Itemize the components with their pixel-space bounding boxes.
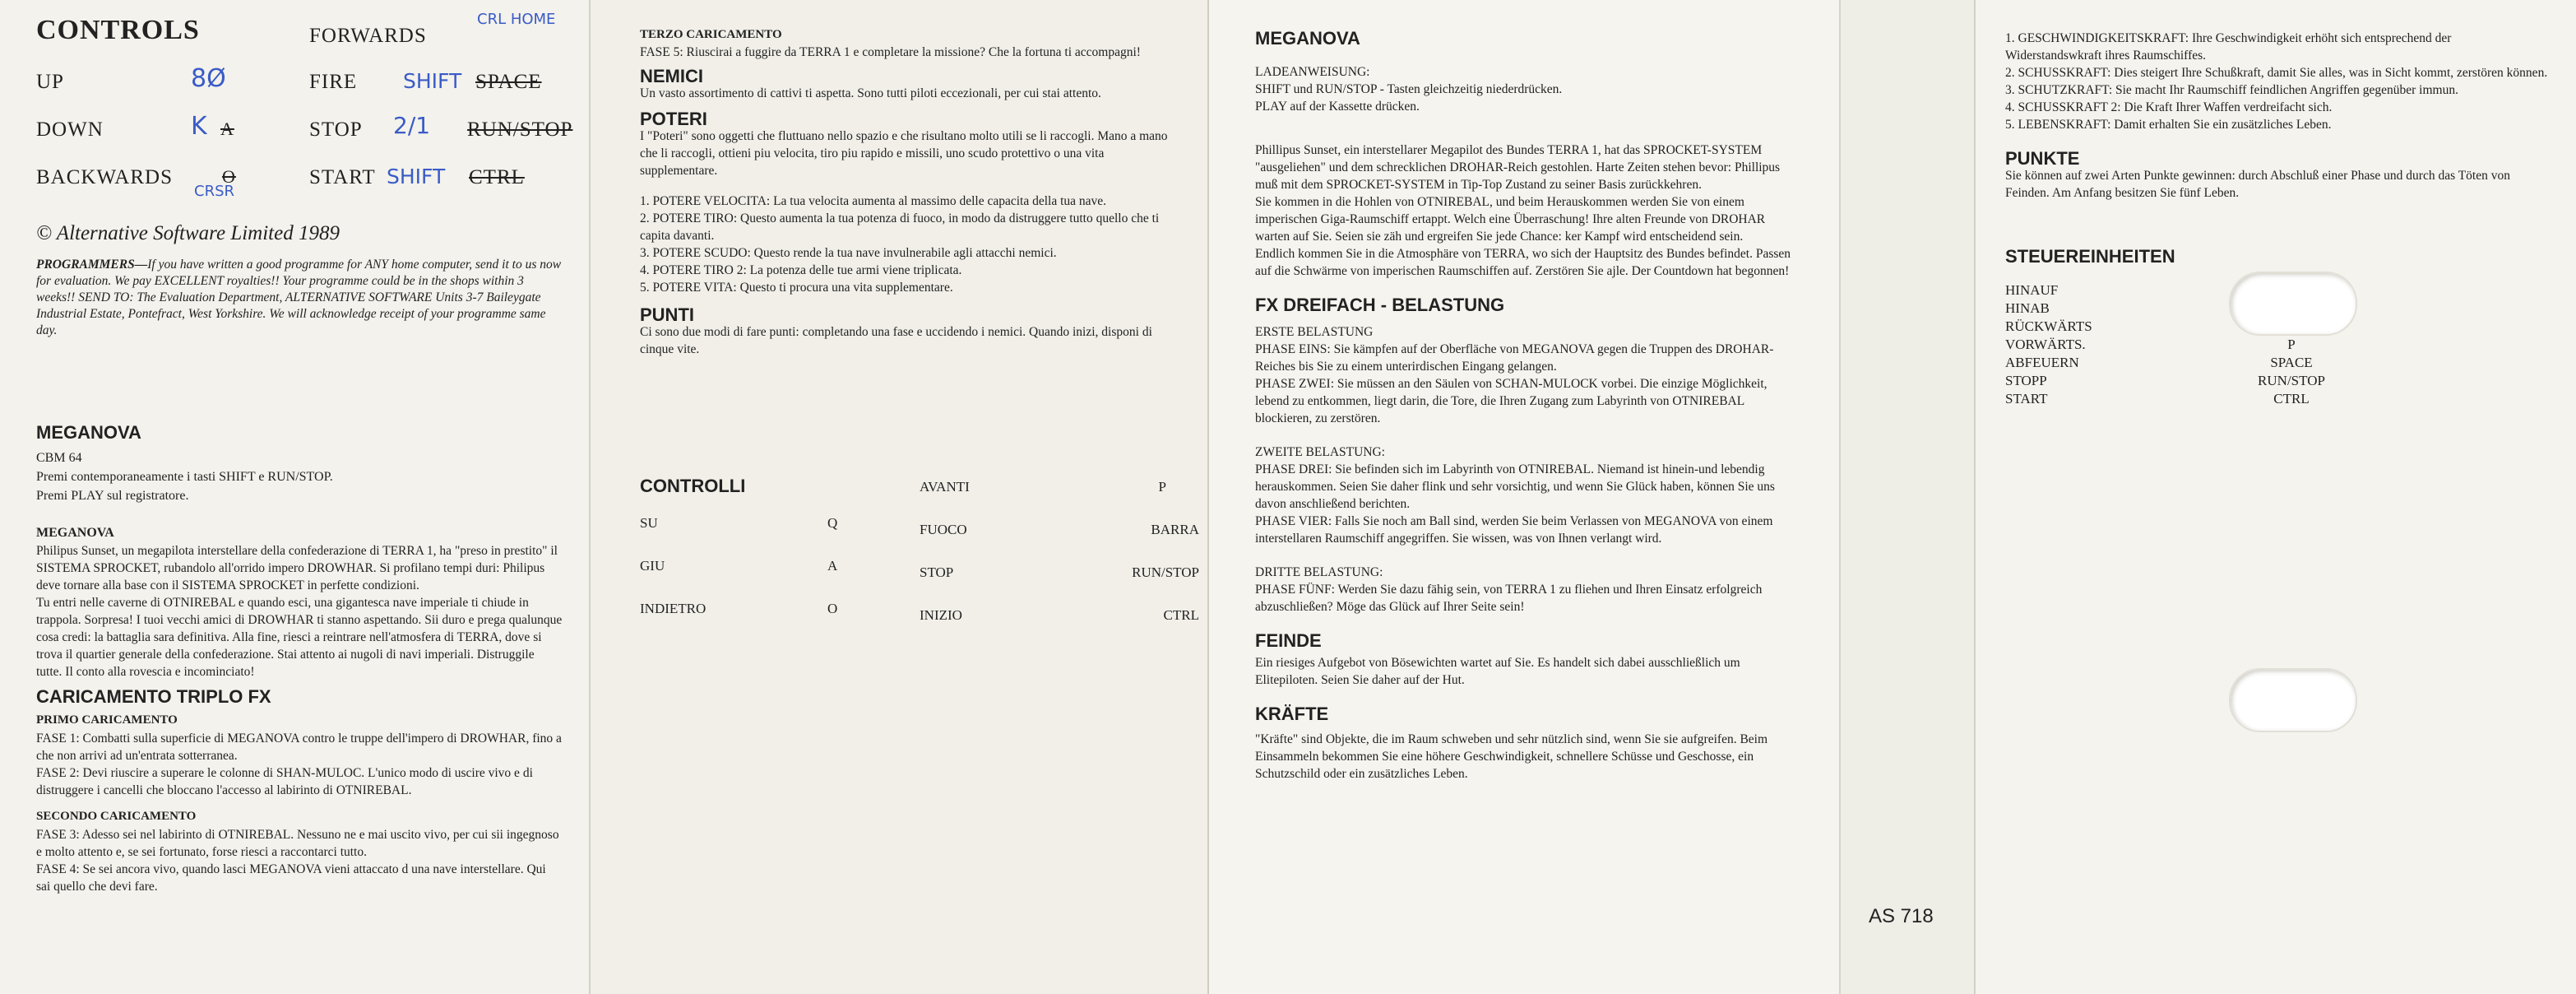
steuer-row — [2005, 390, 2548, 408]
steuer-key: SPACE — [2270, 355, 2313, 370]
italian-poteri-item-4: 4. POTERE TIRO 2: La potenza delle tue armi viene triplicata. — [640, 263, 962, 277]
struck-backwards-key: O — [222, 166, 236, 187]
german-lade-1: SHIFT und RUN/STOP - Tasten gleichzeitig niederdrücken. — [1255, 82, 1563, 96]
steuer-row — [2005, 372, 2548, 390]
steuer-row — [2005, 336, 2548, 354]
italian-poteri-title: POTERI — [640, 109, 707, 129]
italian-title: MEGANOVA — [36, 422, 141, 443]
italian-story: Philipus Sunset, un megapilota interstellare della confederazione di TERRA 1, ha "preso in prestito" il SISTEMA SPROCKET, rubandolo all'orrido impero DROWHAR. Si profilano tempi duri: Philipus deve tornare alla base con il SISTEMA SPROCKET in perfette condizioni. — [36, 544, 558, 592]
german-zweite-title: ZWEITE BELASTUNG: — [1255, 445, 1385, 459]
german-zweite: PHASE DREI: Sie befinden sich im Labyrinth von OTNIREBAL. Niemand ist hinein-und lebendig herauskommen. Seien Sie daher flink und sehr vorsichtig, und wenn Sie Glück haben, können Sie uns davon anschließend berichten. — [1255, 462, 1775, 511]
controlli-label-avanti: AVANTI — [920, 479, 970, 495]
steuer-key: RUN/STOP — [2258, 373, 2325, 388]
struck-start-key: CTRL — [469, 166, 525, 188]
control-backwards-label: BACKWARDS — [36, 166, 173, 188]
italian-story-title: MEGANOVA — [36, 526, 114, 540]
handwritten-down-key: K — [191, 112, 207, 141]
cassette-notch-bottom — [2229, 668, 2357, 732]
italian-punti: Ci sono due modi di fare punti: completando una fase e uccidendo i nemici. Quando inizi, disponi di cinque vite. — [640, 325, 1152, 356]
steuer-row — [2005, 354, 2548, 372]
struck-fire-key: SPACE — [475, 71, 542, 93]
programmers-text: If you have written a good programme for ANY home computer, send it to us now for evaluation. We pay EXCELLENT royalties!! Your programme could be in the shops within 3 weeks!! SEND TO: The Evaluation Department, ALTERNATIVE SOFTWARE Units 3-7 Baileygate Industrial Estate, Pontefract, West Yorkshire. We will acknowledge receipt of your programme same day. — [36, 258, 562, 337]
controlli-label-stop: STOP — [920, 564, 954, 580]
steuer-label: STOPP — [2005, 373, 2047, 388]
controlli-key-stop: RUN/STOP — [1132, 564, 1199, 580]
german-kraefte-item-2: 2. SCHUSSKRAFT: Dies steigert Ihre Schußkraft, damit Sie alles, was in Sicht kommt, zerstören können. — [2005, 66, 2548, 80]
inlay-panel-german-2 — [1974, 0, 2576, 994]
german-erste-2: PHASE ZWEI: Sie müssen an den Säulen von SCHAN-MULOCK vorbei. Die einzige Möglichkeit, lebend zu entkommen, liegt darin, die Tore, die Ihren Zugang zum Labyrinth von OTNIREBAL blockieren, zu zerstören. — [1255, 377, 1768, 425]
german-kraefte: "Kräfte" sind Objekte, die im Raum schweben und sehr nützlich sind, wenn Sie sie aufgreifen. Beim Einsammeln bekommen Sie eine höhere Geschwindigkeit, schnellere Schüsse und Geschosse, ein Schutzschild oder ein zusätzliches Leben. — [1255, 732, 1768, 781]
italian-poteri-item-2: 2. POTERE TIRO: Questo aumenta la tua potenza di fuoco, in modo da distruggere tutto quello che ti capita davanti. — [640, 211, 1160, 243]
controls-title: CONTROLS — [36, 15, 200, 45]
cassette-notch-top — [2229, 272, 2357, 336]
steuer-key: CTRL — [2273, 391, 2310, 406]
controlli-label-inizio: INIZIO — [920, 607, 962, 623]
programmers-notice — [36, 257, 563, 339]
italian-nemici-title: NEMICI — [640, 66, 703, 86]
control-stop-label: STOP — [309, 118, 363, 141]
inlay-panel-german — [1207, 0, 1839, 994]
italian-poteri-item-3: 3. POTERE SCUDO: Questo rende la tua nave invulnerabile agli attacchi nemici. — [640, 246, 1057, 260]
italian-secondo: FASE 3: Adesso sei nel labirinto di OTNIREBAL. Nessuno ne e mai uscito vivo, per cui sii ingegnoso e molto attento e, se sei fortunato, forse riesci a raccontarci tutto. — [36, 828, 559, 859]
german-erste-title: ERSTE BELASTUNG — [1255, 325, 1374, 339]
spine-catalogue-code: AS 718 — [1869, 905, 1934, 927]
control-fire-label: FIRE — [309, 71, 358, 93]
inlay-spine — [1839, 0, 1974, 994]
italian-terzo: FASE 5: Riuscirai a fuggire da TERRA 1 e completare la missione? Che la fortuna ti accompagni! — [640, 45, 1141, 59]
german-steuer-title: STEUEREINHEITEN — [2005, 246, 2175, 267]
italian-poteri-item-5: 5. POTERE VITA: Questo ti procura una vita supplementare. — [640, 281, 953, 295]
italian-primo: FASE 1: Combatti sulla superficie di MEGANOVA contro le truppe dell'impero di DROWHAR, fino a che non arrivi ad un'entrata sotterranea. — [36, 732, 562, 763]
italian-load-2: Premi contemporaneamente i tasti SHIFT e RUN/STOP. — [36, 470, 333, 484]
italian-instructions — [36, 423, 563, 895]
controlli-key-avanti: P — [1158, 479, 1166, 495]
steuer-label: RÜCKWÄRTS — [2005, 318, 2092, 334]
german-title: MEGANOVA — [1255, 28, 1360, 49]
italian-terzo-title: TERZO CARICAMENTO — [640, 28, 782, 41]
italian-poteri: I "Poteri" sono oggetti che fluttuano nello spazio e che risultano molto utili se li raccogli. Mano a mano che li raccogli, ottieni piu velocita, tiro piu rapido e missili, uno scudo protettivo o una vita supplementare. — [640, 129, 1168, 178]
italian-secondo-2: FASE 4: Se sei ancora vivo, quando lasci MEGANOVA vieni attaccato d una nave interstellare. Qui sai quello che devi fare. — [36, 862, 546, 894]
controlli-key-fuoco: BARRA — [1151, 522, 1199, 537]
controlli-label-fuoco: FUOCO — [920, 522, 967, 537]
german-kraefte-item-3: 3. SCHUTZKRAFT: Sie macht Ihr Raumschiff feindlichen Angriffen gegenüber immun. — [2005, 83, 2458, 97]
italian-triplo-title: CARICAMENTO TRIPLO FX — [36, 686, 271, 707]
handwritten-fire-key: SHIFT — [403, 69, 462, 93]
german-feinde: Ein riesiges Aufgebot von Bösewichten wartet auf Sie. Es handelt sich dabei ausschließlich um Elitepiloten. Seien Sie daher auf der Hut. — [1255, 656, 1740, 687]
german-story: Phillipus Sunset, ein interstellarer Megapilot des Bundes TERRA 1, hat das SPROCKET-SYSTEM "ausgeliehen" und dem schrecklichen DROHAR-Reich gestohlen. Harte Zeiten stehen bevor: Phillipus muß mit dem SPROCKET-SYSTEM in Tip-Top Zustand zu seiner Basis zurückkehren. — [1255, 143, 1781, 192]
controlli-label-su: SU — [640, 515, 658, 531]
italian-secondo-title: SECONDO CARICAMENTO — [36, 810, 197, 823]
handwritten-backwards-key: CRSR — [194, 183, 235, 200]
struck-stop-key: RUN/STOP — [467, 118, 573, 141]
german-lade-2: PLAY auf der Kassette drücken. — [1255, 100, 1420, 114]
german-fx-title: FX DREIFACH - BELASTUNG — [1255, 295, 1505, 315]
german-story-3: Endlich kommen Sie in die Atmosphäre von TERRA, wo sich der Hauptsitz des Bundes befindet. Passen auf die Schwärme von imperischen Raumschiffen auf. Zerstören Sie ajle. Der Countdown hat begonnen! — [1255, 247, 1791, 278]
italian-controlli-title: CONTROLLI — [640, 476, 746, 496]
control-down-label: DOWN — [36, 118, 104, 141]
german-zweite-2: PHASE VIER: Falls Sie noch am Ball sind, werden Sie beim Verlassen von MEGANOVA von einem interstellaren Raumschiff angegriffen. Sie wissen, was von Ihnen verlangt wird. — [1255, 514, 1773, 546]
german-lade-title: LADEANWEISUNG: — [1255, 65, 1370, 79]
control-start-label: START — [309, 166, 376, 188]
steuer-label: START — [2005, 391, 2048, 406]
steuer-key: P — [2287, 337, 2296, 352]
steuer-label: HINAUF — [2005, 282, 2059, 298]
controlli-key-indietro: O — [827, 601, 838, 616]
italian-punti-title: PUNTI — [640, 304, 694, 325]
italian-primo-2: FASE 2: Devi riuscire a superare le colonne di SHAN-MULOC. L'unico modo di uscire vivo e di distruggere i cancelli che bloccano l'accesso al labirinto di OTNIREBAL. — [36, 766, 533, 797]
control-forwards-label: FORWARDS — [309, 25, 427, 47]
control-up-label: UP — [36, 71, 64, 93]
italian-nemici: Un vasto assortimento di cattivi ti aspetta. Sono tutti piloti eccezionali, per cui stai attento. — [640, 86, 1101, 100]
german-kraefte-title: KRÄFTE — [1255, 704, 1329, 724]
german-feinde-title: FEINDE — [1255, 630, 1322, 651]
steuer-label: HINAB — [2005, 300, 2050, 316]
controlli-key-inizio: CTRL — [1163, 607, 1199, 623]
german-story-2: Sie kommen in die Hohlen von OTNIREBAL, und beim Herauskommen werden Sie von einem imperischen Giga-Raumschiff ertappt. Welch eine Überraschung! Ihre alten Freunde von DROHAR warten auf Sie. Seien sie zäh und ergreifen Sie jede Chance: ker Kampf wird entscheidend sein. — [1255, 195, 1766, 244]
handwritten-start-key: SHIFT — [387, 165, 446, 188]
handwritten-forwards-key: CRL HOME — [477, 11, 556, 28]
german-punkte-title: PUNKTE — [2005, 148, 2080, 169]
programmers-lead: PROGRAMMERS— — [36, 258, 148, 272]
inlay-panel-italian — [589, 0, 1207, 994]
controlli-label-giu: GIU — [640, 558, 665, 574]
copyright-line: © Alternative Software Limited 1989 — [36, 222, 340, 244]
handwritten-up-key: 8Ø — [191, 64, 226, 93]
italian-poteri-item-1: 1. POTERE VELOCITA: La tua velocita aumenta al massimo delle capacita della tua nave. — [640, 194, 1107, 208]
german-punkte: Sie können auf zwei Arten Punkte gewinnen: durch Abschluß einer Phase und durch das Töten von Feinden. Am Anfang besitzen Sie fünf Leben. — [2005, 169, 2510, 200]
german-dritte-title: DRITTE BELASTUNG: — [1255, 565, 1383, 579]
italian-load-1: CBM 64 — [36, 451, 82, 465]
handwritten-stop-key: 2/1 — [393, 112, 431, 139]
german-kraefte-item-1: 1. GESCHWINDIGKEITSKRAFT: Ihre Geschwindigkeit erhöht sich entsprechend der Widerstandswkraft ihres Raumschiffes. — [2005, 31, 2452, 63]
german-kraefte-item-5: 5. LEBENSKRAFT: Damit erhalten Sie ein zusätzliches Leben. — [2005, 118, 2332, 132]
controlli-key-su: Q — [827, 515, 838, 531]
struck-down-key: A — [220, 118, 234, 139]
italian-load-3: Premi PLAY sul registratore. — [36, 489, 189, 503]
controlli-label-indietro: INDIETRO — [640, 601, 707, 616]
italian-primo-title: PRIMO CARICAMENTO — [36, 713, 178, 727]
steuer-label: VORWÄRTS. — [2005, 337, 2086, 352]
steuer-label: ABFEUERN — [2005, 355, 2079, 370]
italian-story-2: Tu entri nelle caverne di OTNIREBAL e quando esci, una gigantesca nave imperiale ti chiude in trappola. Sorpresa! I tuoi vecchi amici di DROWHAR ti stanno aspettando. Sii duro e prega qualunque cosa credi: la battaglia sara definitiva. Alla fine, riesci a reintrare nell'atmosfera di TERRA, dove si trova il quartier generale della confederazione. Stai attento ai nugoli di navi imperiali. Distruggile tutte. Il conto alla rovescia e incominciato! — [36, 596, 563, 679]
german-erste: PHASE EINS: Sie kämpfen auf der Oberfläche von MEGANOVA gegen die Truppen des DROHAR-Reiches bis Sie zu einem unterirdischen Eingang gelangen. — [1255, 342, 1774, 374]
german-kraefte-item-4: 4. SCHUSSKRAFT 2: Die Kraft Ihrer Waffen verdreifacht sich. — [2005, 100, 2333, 114]
german-dritte: PHASE FÜNF: Werden Sie dazu fähig sein, von TERRA 1 zu fliehen und Ihren Einsatz erfolgreich abzuschließen? Möge das Glück auf Ihrer Seite sein! — [1255, 583, 1763, 614]
controlli-key-giu: A — [827, 558, 838, 574]
